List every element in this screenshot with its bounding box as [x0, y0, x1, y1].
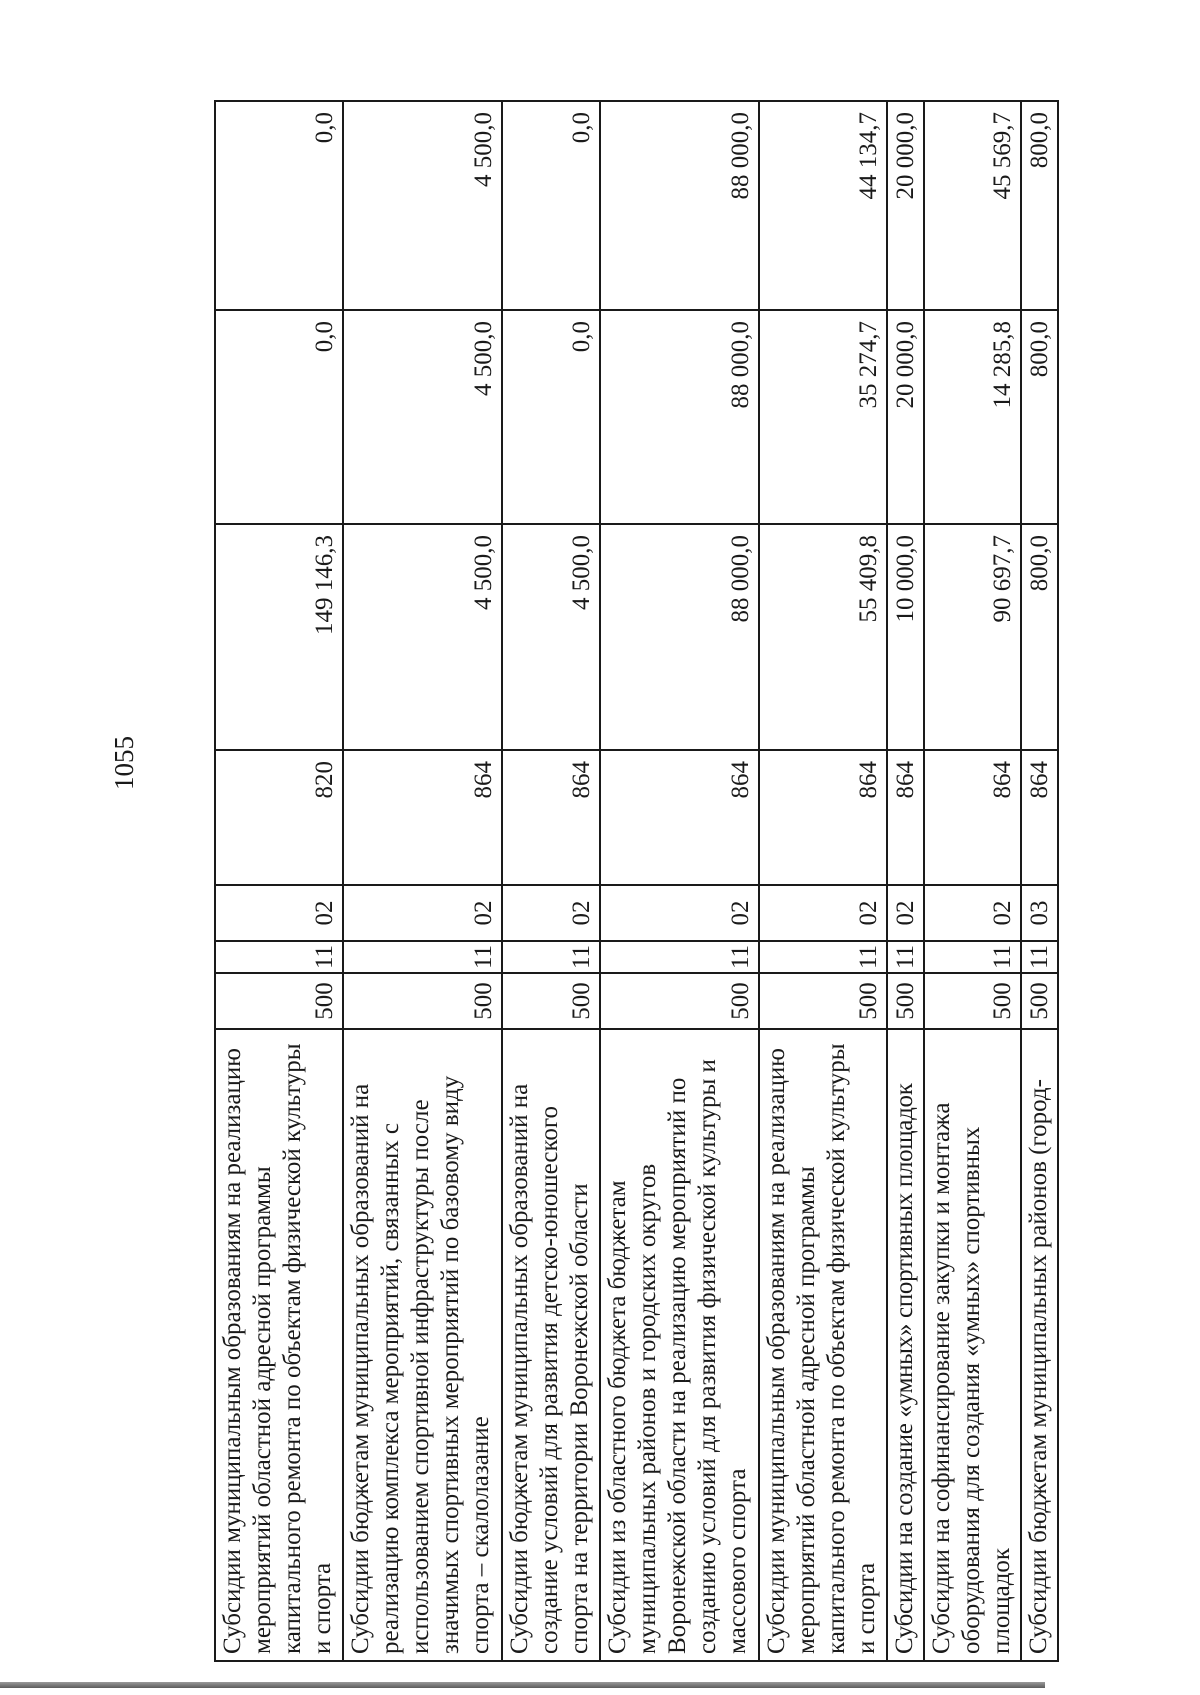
row-amount-1: 4 500,0 [343, 524, 502, 750]
row-description: Субсидии муниципальным образованиям на реализацию мероприятий областной адресной программы капитального ремонта по объектам физической культуры и спорта [759, 1029, 887, 1661]
table-row [215, 101, 343, 1661]
row-code-3: 02 [502, 885, 600, 941]
row-code-2: 11 [1021, 941, 1058, 973]
row-code-2: 11 [759, 941, 887, 973]
row-code-4: 864 [924, 750, 1022, 885]
table-row [502, 101, 600, 1661]
row-code-2: 11 [924, 941, 1022, 973]
row-code-1: 500 [1021, 973, 1058, 1029]
row-amount-2: 0,0 [502, 310, 600, 524]
row-amount-3: 88 000,0 [600, 101, 759, 310]
row-code-1: 500 [887, 973, 924, 1029]
row-code-3: 03 [1021, 885, 1058, 941]
row-code-1: 500 [600, 973, 759, 1029]
row-amount-2: 35 274,7 [759, 310, 887, 524]
row-code-4: 820 [215, 750, 343, 885]
row-description: Субсидии муниципальным образованиям на реализацию мероприятий областной адресной программы капитального ремонта по объектам физической культуры и спорта [215, 1029, 343, 1661]
row-description: Субсидии на создание «умных» спортивных площадок [887, 1029, 924, 1661]
table-row [924, 101, 1022, 1661]
budget-table [214, 100, 1059, 1662]
row-code-4: 864 [759, 750, 887, 885]
row-code-1: 500 [924, 973, 1022, 1029]
row-amount-3: 4 500,0 [343, 101, 502, 310]
table-row [887, 101, 924, 1661]
row-amount-3: 20 000,0 [887, 101, 924, 310]
row-amount-2: 88 000,0 [600, 310, 759, 524]
row-amount-1: 4 500,0 [502, 524, 600, 750]
row-description: Субсидии из областного бюджета бюджетам муниципальных районов и городских округов Воронежской области на реализацию мероприятий по созданию условий для развития физической культуры и массового спорта [600, 1029, 759, 1661]
row-code-1: 500 [502, 973, 600, 1029]
row-amount-3: 44 134,7 [759, 101, 887, 310]
row-code-4: 864 [1021, 750, 1058, 885]
row-amount-1: 149 146,3 [215, 524, 343, 750]
row-code-3: 02 [924, 885, 1022, 941]
row-code-2: 11 [887, 941, 924, 973]
row-amount-2: 4 500,0 [343, 310, 502, 524]
row-code-2: 11 [502, 941, 600, 973]
row-amount-3: 0,0 [502, 101, 600, 310]
row-amount-2: 20 000,0 [887, 310, 924, 524]
table-row [343, 101, 502, 1661]
row-amount-1: 88 000,0 [600, 524, 759, 750]
scan-edge-rule [0, 1682, 1045, 1688]
row-code-2: 11 [215, 941, 343, 973]
row-amount-3: 0,0 [215, 101, 343, 310]
table-body [215, 101, 1058, 1661]
row-description: Субсидии на софинансирование закупки и монтажа оборудования для создания «умных» спортивных площадок [924, 1029, 1022, 1661]
row-code-1: 500 [215, 973, 343, 1029]
table-row [1021, 101, 1058, 1661]
row-amount-3: 800,0 [1021, 101, 1058, 310]
table-row [600, 101, 759, 1661]
row-code-4: 864 [343, 750, 502, 885]
row-amount-3: 45 569,7 [924, 101, 1022, 310]
row-amount-1: 90 697,7 [924, 524, 1022, 750]
row-code-3: 02 [600, 885, 759, 941]
page-number: 1055 [109, 736, 139, 790]
row-code-3: 02 [887, 885, 924, 941]
row-description: Субсидии бюджетам муниципальных районов (город- [1021, 1029, 1058, 1661]
row-amount-2: 800,0 [1021, 310, 1058, 524]
row-code-3: 02 [215, 885, 343, 941]
row-code-3: 02 [343, 885, 502, 941]
row-amount-1: 55 409,8 [759, 524, 887, 750]
table-row [759, 101, 887, 1661]
row-code-2: 11 [600, 941, 759, 973]
rotated-table-wrapper [214, 102, 1059, 1662]
row-description: Субсидии бюджетам муниципальных образований на реализацию комплекса мероприятий, связанных с использованием спортивной инфраструктуры после значимых спортивных мероприятий по базовому виду спорта – скалолазание [343, 1029, 502, 1661]
row-code-4: 864 [502, 750, 600, 885]
row-code-4: 864 [887, 750, 924, 885]
row-amount-2: 14 285,8 [924, 310, 1022, 524]
row-code-4: 864 [600, 750, 759, 885]
row-amount-1: 10 000,0 [887, 524, 924, 750]
row-code-3: 02 [759, 885, 887, 941]
row-code-2: 11 [343, 941, 502, 973]
row-amount-2: 0,0 [215, 310, 343, 524]
row-code-1: 500 [343, 973, 502, 1029]
row-code-1: 500 [759, 973, 887, 1029]
row-amount-1: 800,0 [1021, 524, 1058, 750]
row-description: Субсидии бюджетам муниципальных образований на создание условий для развития детско-юношеского спорта на территории Воронежской области [502, 1029, 600, 1661]
